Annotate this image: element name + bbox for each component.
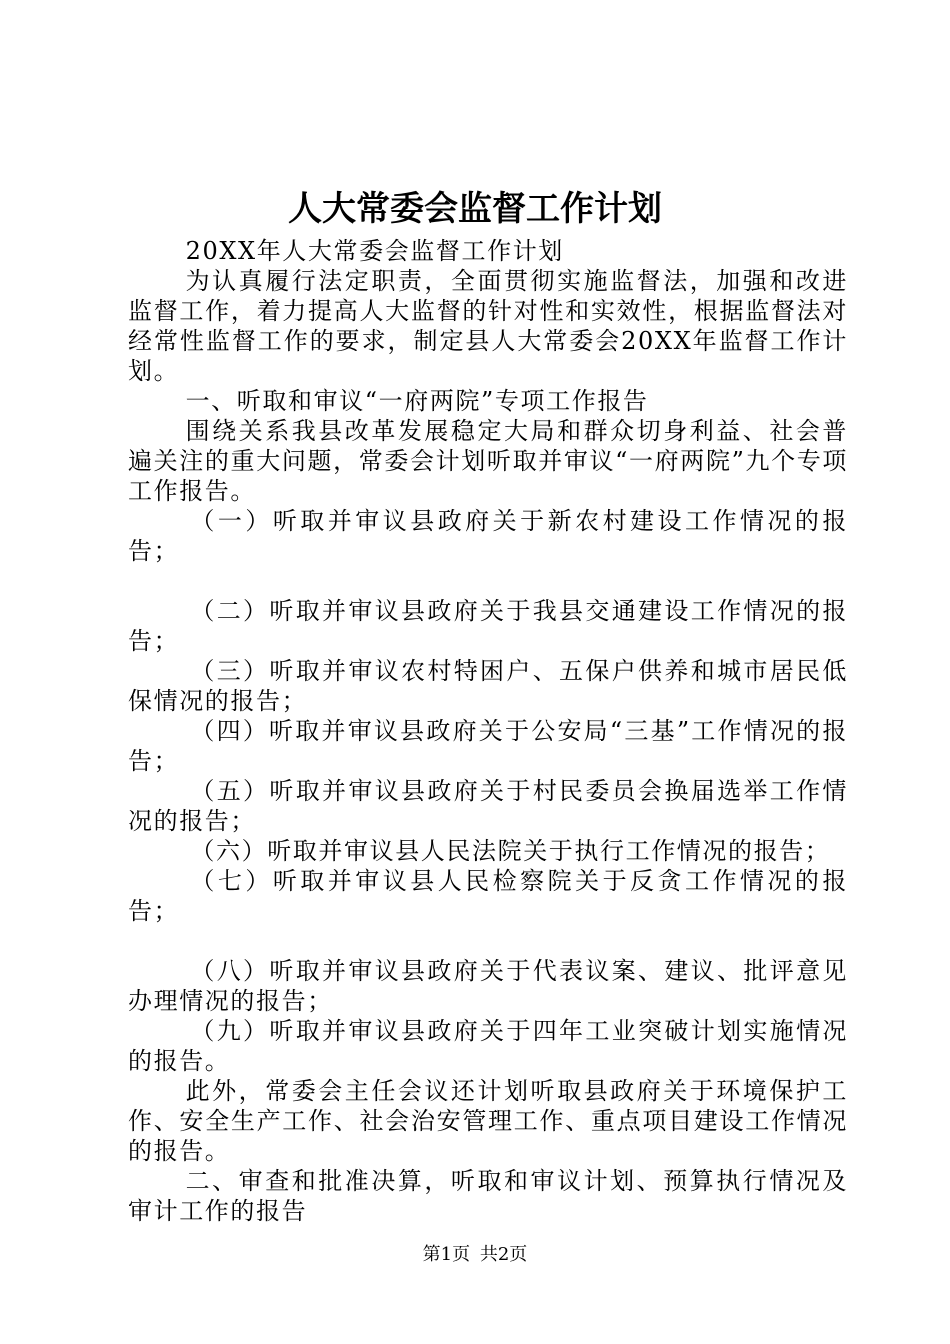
paragraph-subtitle: 20XX年人大常委会监督工作计划 <box>185 237 564 265</box>
paragraph-additional: 此外，常委会主任会议还计划听取县政府关于环境保护工作、安全生产工作、社会治安管理工作、重点项目建设工作情况的报告。 <box>128 1077 848 1165</box>
page-number: 第1页 <box>422 1244 471 1265</box>
list-item-7: （七）听取并审议县人民检察院关于反贪工作情况的报告； <box>128 867 848 925</box>
section-heading-1: 一、听取和审议“一府两院”专项工作报告 <box>185 387 649 415</box>
paragraph-intro: 为认真履行法定职责，全面贯彻实施监督法，加强和改进监督工作，着力提高人大监督的针对性和实效性，根据监督法对经常性监督工作的要求，制定县人大常委会20XX年监督工作计划。 <box>128 267 848 385</box>
list-item-6: （六）听取并审议县人民法院关于执行工作情况的报告； <box>190 837 831 865</box>
section-heading-2: 二、审查和批准决算，听取和审议计划、预算执行情况及审计工作的报告 <box>128 1167 848 1225</box>
paragraph-section-1: 围绕关系我县改革发展稳定大局和群众切身利益、社会普遍关注的重大问题，常委会计划听取并审议“一府两院”九个专项工作报告。 <box>128 417 848 505</box>
document-title: 人大常委会监督工作计划 <box>288 189 662 229</box>
list-item-4: （四）听取并审议县政府关于公安局“三基”工作情况的报告； <box>128 717 848 775</box>
page-footer <box>0 1243 950 1267</box>
list-item-5: （五）听取并审议县政府关于村民委员会换届选举工作情况的报告； <box>128 777 848 835</box>
list-item-1: （一）听取并审议县政府关于新农村建设工作情况的报告； <box>128 507 848 565</box>
document-body <box>128 236 848 1226</box>
list-item-8: （八）听取并审议县政府关于代表议案、建议、批评意见办理情况的报告； <box>128 957 848 1015</box>
list-item-2: （二）听取并审议县政府关于我县交通建设工作情况的报告； <box>128 597 848 655</box>
list-item-3: （三）听取并审议农村特困户、五保户供养和城市居民低保情况的报告； <box>128 657 848 715</box>
list-item-9: （九）听取并审议县政府关于四年工业突破计划实施情况的报告。 <box>128 1017 848 1075</box>
page-total: 共2页 <box>479 1244 528 1265</box>
